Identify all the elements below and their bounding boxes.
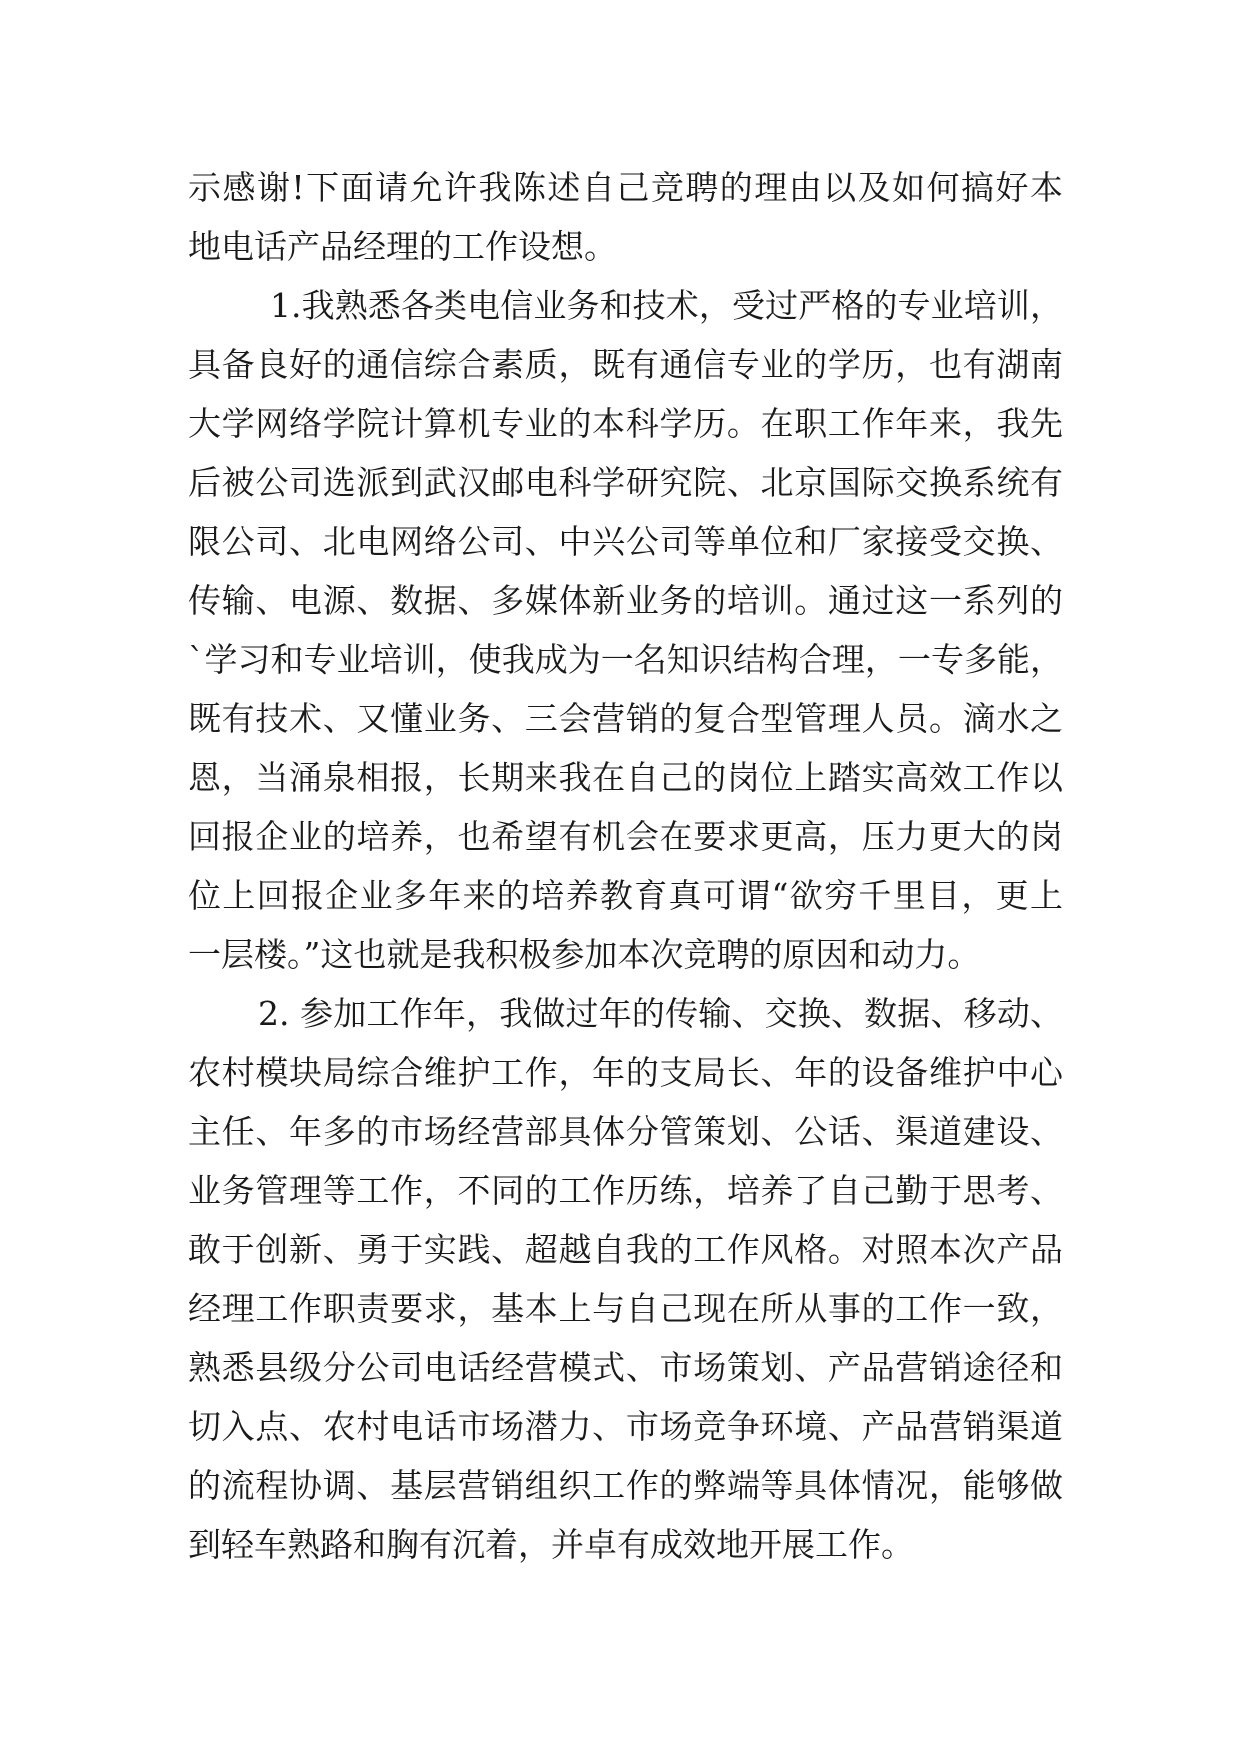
text-line: 2. 参加工作年，我做过年的传输、交换、数据、移动、 [258, 994, 1063, 1033]
text-line: 回报企业的培养，也希望有机会在要求更高，压力更大的岗 [188, 817, 1063, 856]
text-line: 大学网络学院计算机专业的本科学历。在职工作年来，我先 [188, 404, 1063, 443]
document-body [188, 158, 1063, 1574]
text-line: 后被公司选派到武汉邮电科学研究院、北京国际交换系统有 [188, 463, 1063, 502]
text-line: 一层楼。”这也就是我积极参加本次竞聘的原因和动力。 [188, 935, 981, 974]
text-line: 限公司、北电网络公司、中兴公司等单位和厂家接受交换、 [188, 522, 1063, 561]
text-line: 主任、年多的市场经营部具体分管策划、公话、渠道建设、 [188, 1112, 1063, 1151]
text-line: 位上回报企业多年来的培养教育真可谓“欲穷千里目，更上 [188, 876, 1063, 915]
text-line: 的流程协调、基层营销组织工作的弊端等具体情况，能够做 [188, 1466, 1063, 1505]
text-line: 农村模块局综合维护工作，年的支局长、年的设备维护中心 [188, 1053, 1063, 1092]
text-line: 既有技术、又懂业务、三会营销的复合型管理人员。滴水之 [188, 699, 1063, 738]
text-line: 具备良好的通信综合素质，既有通信专业的学历，也有湖南 [188, 345, 1063, 384]
text-line: 1.我熟悉各类电信业务和技术，受过严格的专业培训， [270, 286, 1063, 325]
text-line: 切入点、农村电话市场潜力、市场竞争环境、产品营销渠道 [188, 1407, 1063, 1446]
text-line: `学习和专业培训，使我成为一名知识结构合理，一专多能， [188, 640, 1063, 679]
text-line: 传输、电源、数据、多媒体新业务的培训。通过这一系列的 [188, 581, 1063, 620]
text-line: 恩，当涌泉相报，长期来我在自己的岗位上踏实高效工作以 [188, 758, 1063, 797]
text-line: 熟悉县级分公司电话经营模式、市场策划、产品营销途径和 [188, 1348, 1063, 1387]
text-line: 地电话产品经理的工作设想。 [188, 227, 617, 266]
paragraph-point-2 [188, 984, 1063, 1574]
text-line: 示感谢!下面请允许我陈述自己竞聘的理由以及如何搞好本 [188, 168, 1063, 207]
paragraph-point-1 [188, 276, 1063, 984]
text-line: 经理工作职责要求，基本上与自己现在所从事的工作一致， [188, 1289, 1063, 1328]
text-line: 到轻车熟路和胸有沉着，并卓有成效地开展工作。 [188, 1525, 914, 1564]
text-line: 业务管理等工作，不同的工作历练，培养了自己勤于思考、 [188, 1171, 1063, 1210]
text-line: 敢于创新、勇于实践、超越自我的工作风格。对照本次产品 [188, 1230, 1063, 1269]
paragraph-continuation [188, 158, 1063, 276]
